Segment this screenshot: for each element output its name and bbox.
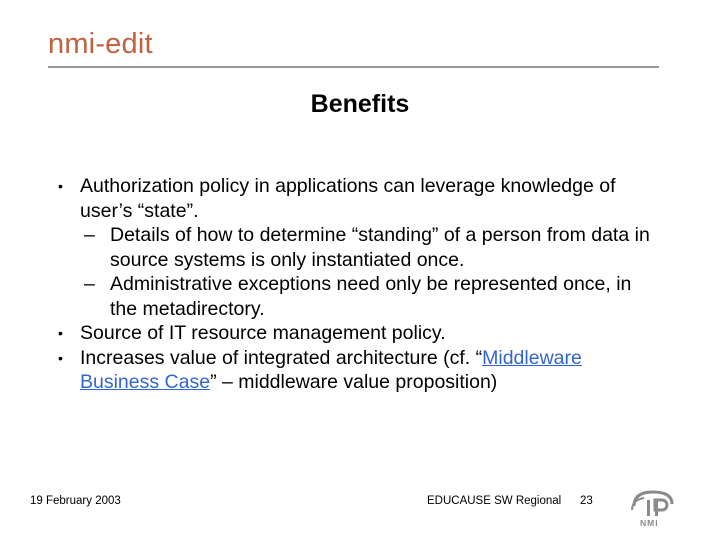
bullet-item (58, 321, 658, 346)
header-divider (48, 66, 659, 68)
sub-bullet-text: Details of how to determine “standing” of a person from data in source systems is only instantiated once. (110, 224, 650, 271)
bullet-text: Authorization policy in applications can leverage knowledge of user’s “state”. (80, 175, 616, 222)
bullet-text: Source of IT resource management policy. (80, 322, 446, 344)
dash-icon: – (84, 273, 95, 295)
slide-title: Benefits (310, 90, 410, 118)
brand-title: nmi-edit (48, 28, 153, 60)
bullet-item (58, 174, 658, 223)
slide-content (58, 174, 658, 395)
bullet-icon: • (58, 349, 63, 366)
sub-bullet-text: Administrative exceptions need only be represented once, in the metadirectory. (110, 273, 632, 320)
bullet-icon: • (58, 325, 63, 341)
bullet-icon: • (58, 178, 63, 194)
page-number: 23 (580, 495, 593, 507)
footer-date: 19 February 2003 (30, 495, 121, 507)
bullet-text-before-link: Increases value of integrated architecture (cf. “ (80, 346, 483, 369)
logo-text: NMI (640, 518, 659, 528)
middleware-business-case-link[interactable]: Middleware Business Case (80, 346, 582, 393)
sub-bullet-item (58, 272, 658, 321)
bullet-text-after-link: ” – middleware value proposition) (210, 371, 498, 393)
bullet-item (58, 346, 658, 395)
dash-icon: – (84, 224, 95, 246)
footer-event: EDUCAUSE SW Regional (427, 495, 562, 507)
sub-bullet-item (58, 223, 658, 272)
bullet-text (80, 346, 658, 395)
